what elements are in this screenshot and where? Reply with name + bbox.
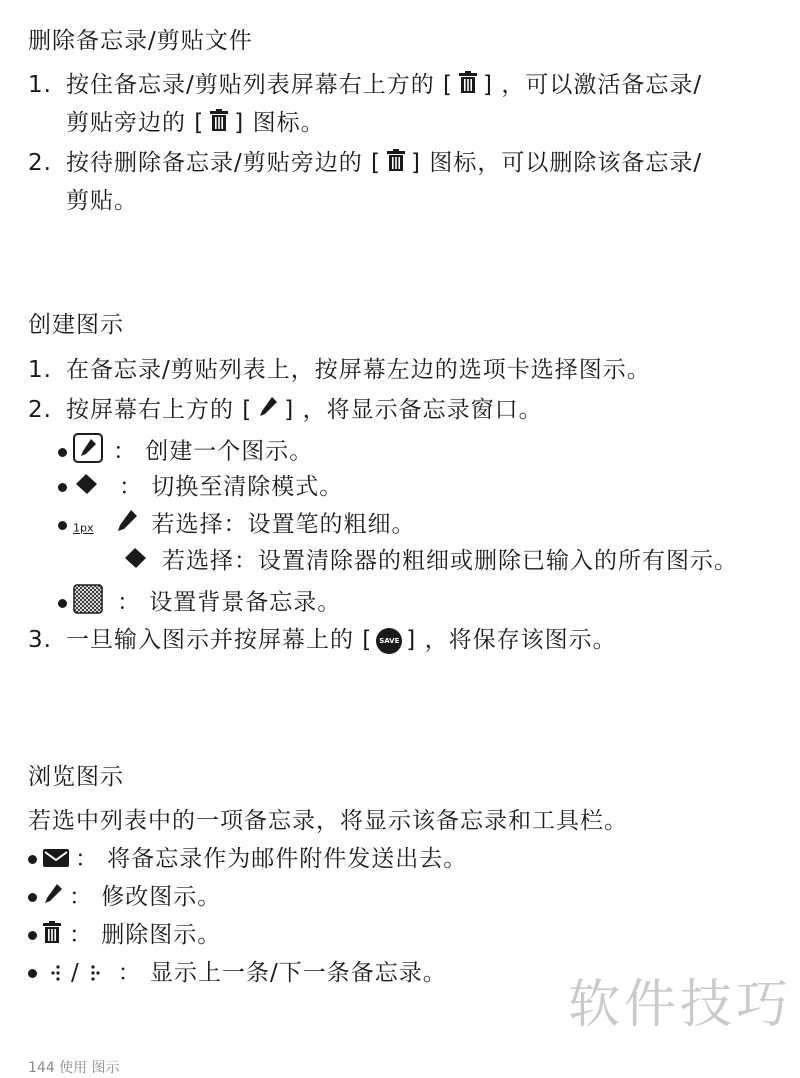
bullet-delete: ： 删除图示。 — [28, 920, 221, 951]
watermark: 软件技巧 — [568, 975, 793, 1035]
bullet-dot — [28, 931, 37, 940]
pen-icon — [116, 509, 138, 541]
section-heading-create: 创建图示 — [28, 312, 124, 338]
delete-step-2: 2. 按待删除备忘录/剪贴旁边的 [ ] 图标，可以删除该备忘录/ — [28, 148, 702, 179]
bullet-pen-thickness: 1px 若选择：设置笔的粗细。 — [58, 509, 416, 544]
section-heading-delete: 删除备忘录/剪贴文件 — [28, 28, 253, 54]
bullet-background: ： 设置背景备忘录。 — [58, 584, 341, 622]
eraser-icon — [122, 547, 148, 577]
delete-step-2-cont: 剪贴。 — [66, 188, 138, 214]
mail-icon — [43, 845, 69, 875]
trash-icon — [210, 109, 228, 139]
create-step-1: 1. 在备忘录/剪贴列表上，按屏幕左边的选项卡选择图示。 — [28, 357, 651, 383]
trash-icon — [387, 149, 405, 179]
bullet-edit: ： 修改图示。 — [28, 882, 221, 913]
bullet-erase-mode: ： 切换至清除模式。 — [58, 472, 343, 503]
new-drawing-icon — [73, 433, 103, 471]
browse-intro: 若选中列表中的一项备忘录，将显示该备忘录和工具栏。 — [28, 808, 628, 834]
bullet-dot — [58, 483, 67, 492]
next-icon — [90, 959, 104, 989]
trash-icon — [43, 921, 61, 951]
bullet-mail: ： 将备忘录作为邮件附件发送出去。 — [28, 844, 467, 875]
pen-icon — [43, 883, 63, 913]
section-heading-browse: 浏览图示 — [28, 764, 124, 790]
bullet-dot — [28, 855, 37, 864]
bullet-dot — [58, 448, 67, 457]
trash-icon — [459, 71, 477, 101]
bullet-eraser-thickness: 若选择：设置清除器的粗细或删除已输入的所有图示。 — [122, 546, 738, 577]
save-icon: SAVE — [376, 628, 402, 654]
eraser-icon — [73, 473, 99, 503]
delete-step-1-cont: 剪贴旁边的 [ ] 图标。 — [66, 108, 325, 139]
bullet-dot — [28, 969, 37, 978]
bullet-create-drawing: ： 创建一个图示。 — [58, 433, 313, 471]
thickness-label: 1px — [73, 521, 94, 535]
bullet-navigate: / ： 显示上一条/下一条备忘录。 — [28, 958, 447, 989]
bullet-dot — [58, 599, 67, 608]
pen-icon — [258, 396, 278, 426]
create-step-2: 2. 按屏幕右上方的 [ ] ，将显示备忘录窗口。 — [28, 395, 543, 426]
background-pattern-icon — [73, 584, 103, 622]
page-footer: 144 使用 图示 — [28, 1060, 120, 1076]
previous-icon — [47, 959, 61, 989]
bullet-dot — [28, 893, 37, 902]
delete-step-1: 1. 按住备忘录/剪贴列表屏幕右上方的 [ ] ，可以激活备忘录/ — [28, 70, 702, 101]
create-step-3: 3. 一旦输入图示并按屏幕上的 [ SAVE ] ，将保存该图示。 — [28, 627, 617, 653]
bullet-dot — [58, 521, 67, 530]
